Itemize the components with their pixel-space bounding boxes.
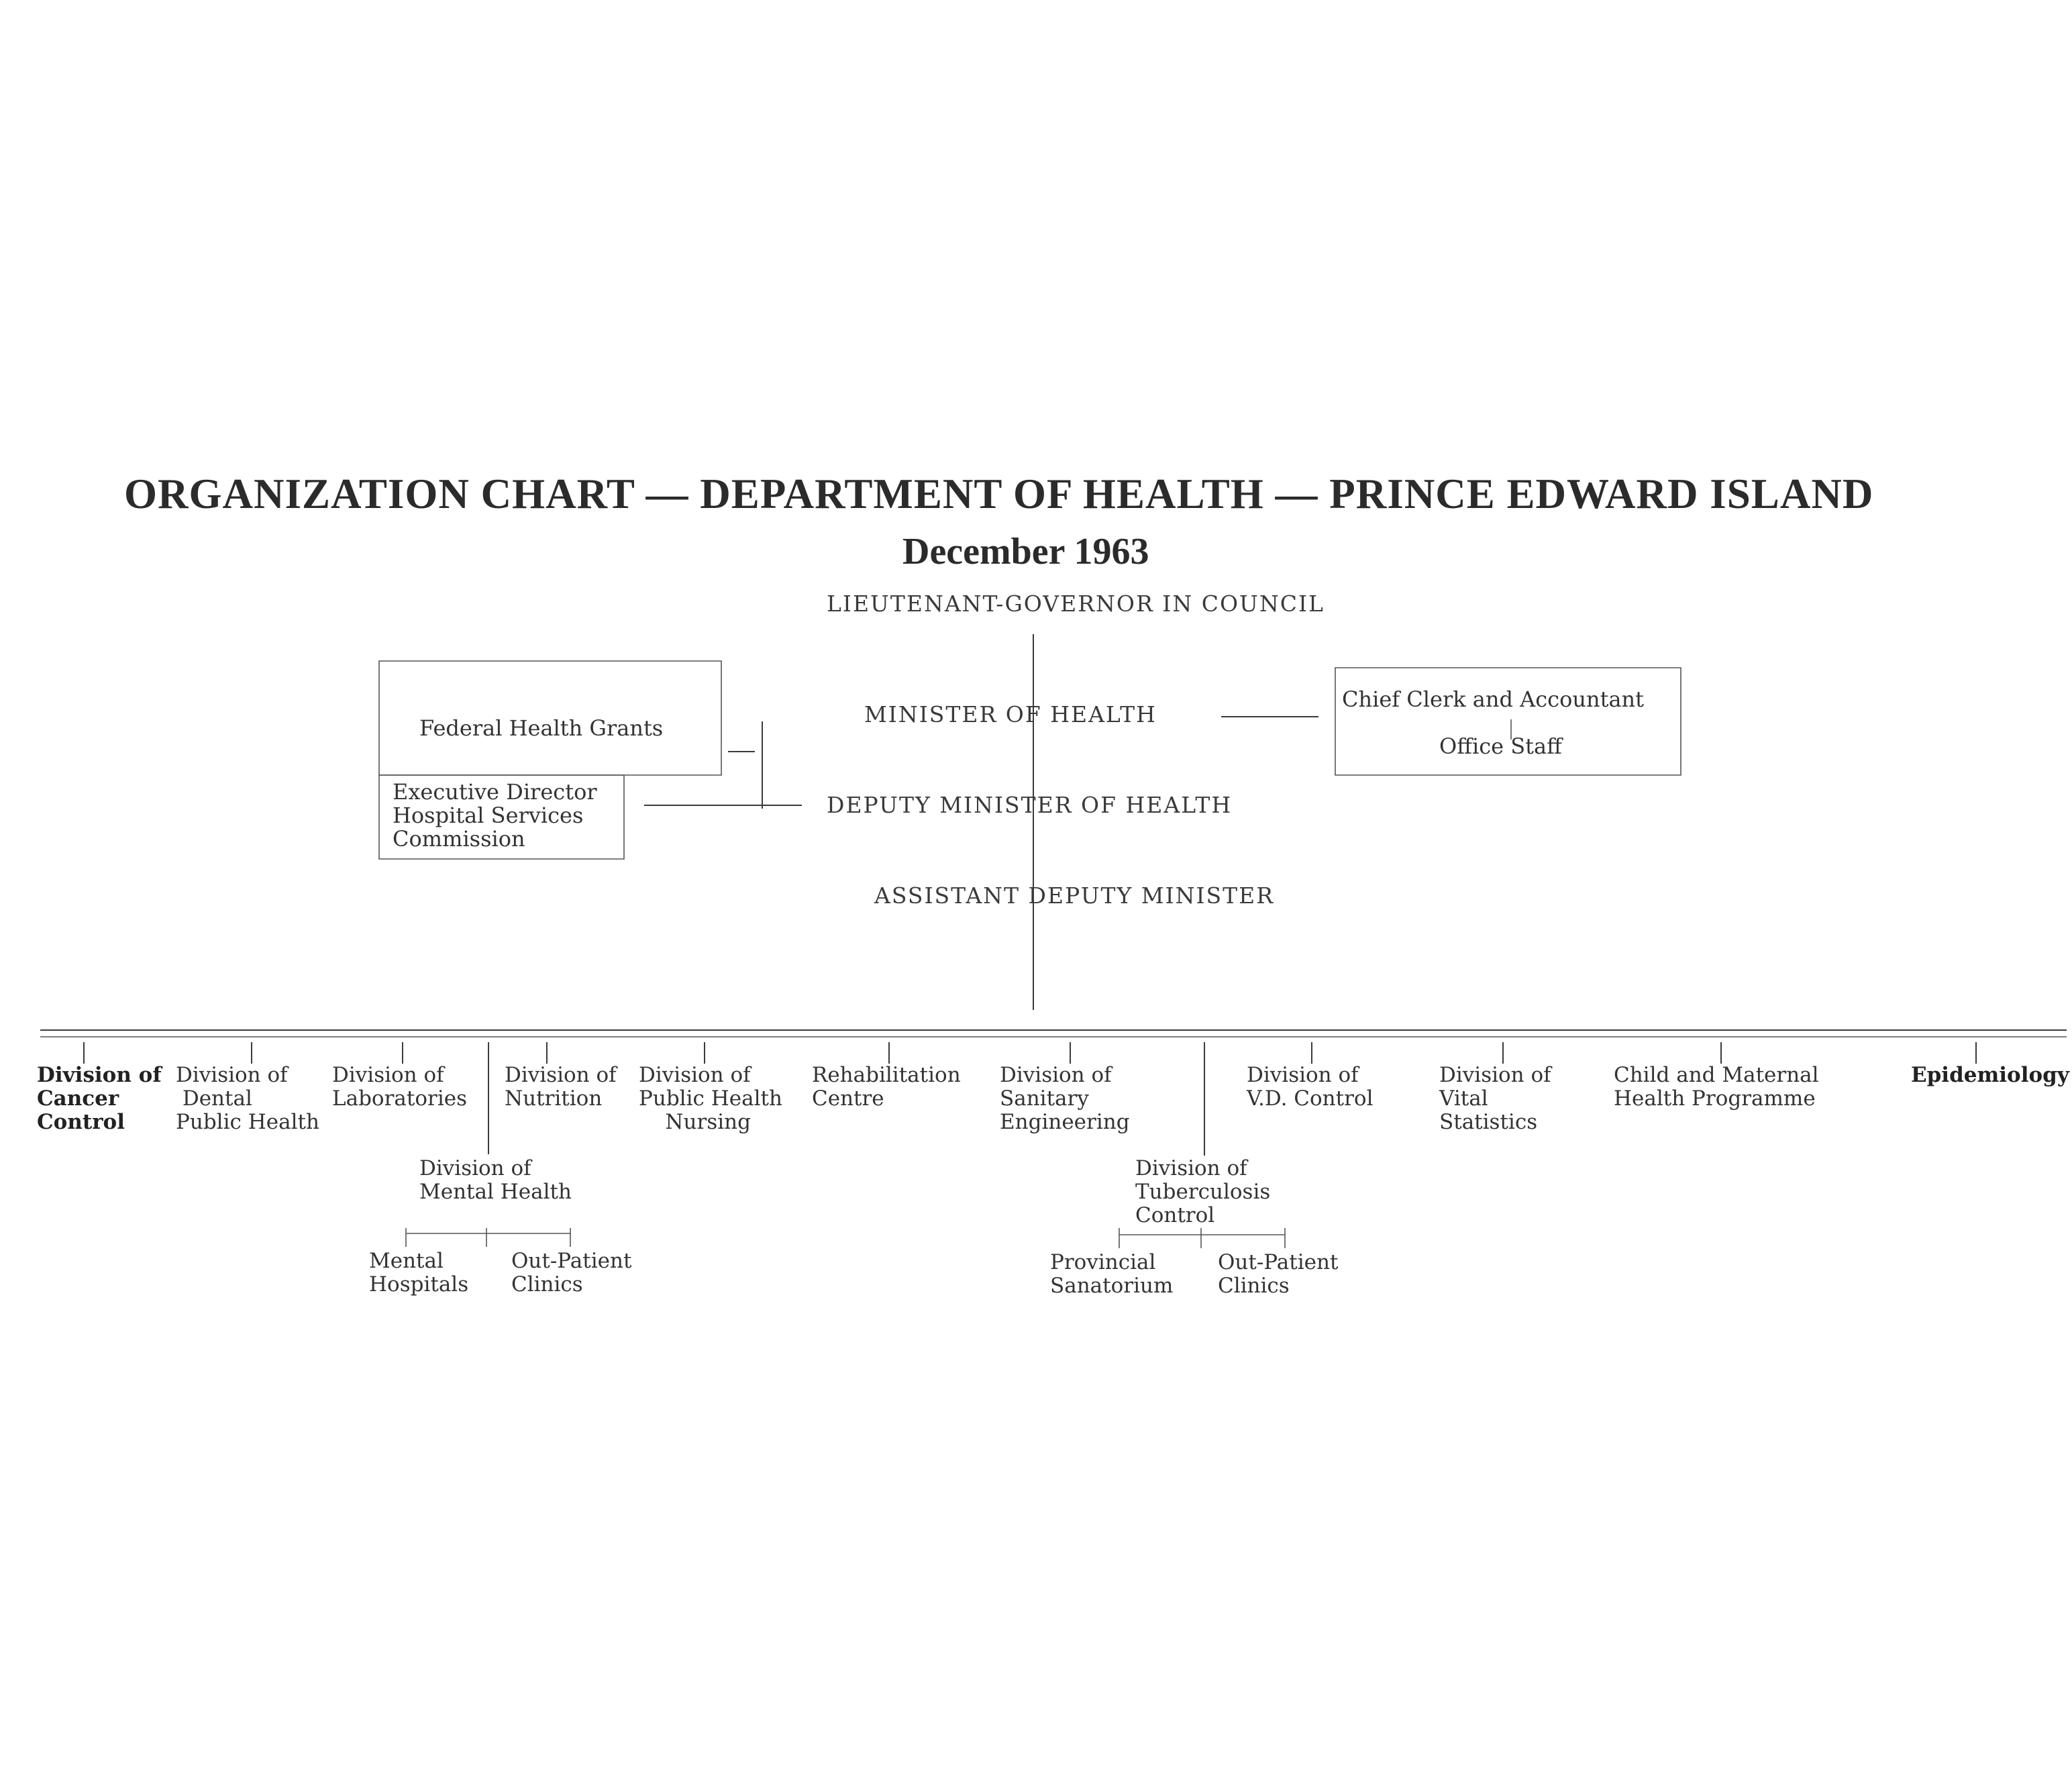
division-vd-control: Division of V.D. Control <box>1247 1063 1374 1111</box>
division-mental-health: Division of Mental Health <box>419 1156 572 1204</box>
chart-subtitle: December 1963 <box>902 531 1149 572</box>
division-public-health-nursing: Division of Public Health Nursing <box>639 1063 782 1134</box>
division-tuberculosis-control: Division of Tuberculosis Control <box>1135 1156 1271 1227</box>
division-dental-public-health: Division of Dental Public Health <box>176 1063 319 1134</box>
division-vital-statistics: Division of Vital Statistics <box>1439 1063 1551 1134</box>
tb-out-patient-clinics: Out-Patient Clinics <box>1218 1250 1339 1298</box>
division-sanitary-engineering: Division of Sanitary Engineering <box>1000 1063 1130 1134</box>
division-cancer-control: Division of Cancer Control <box>37 1063 162 1134</box>
box-office-staff: Office Staff <box>1439 733 1562 759</box>
division-epidemiology: Epidemiology <box>1911 1063 2069 1087</box>
division-nutrition: Division of Nutrition <box>505 1063 617 1111</box>
chart-title: ORGANIZATION CHART — DEPARTMENT OF HEALTH — PRINCE EDWARD ISLAND <box>124 470 1874 517</box>
node-assistant-deputy: ASSISTANT DEPUTY MINISTER <box>874 882 1275 909</box>
box-executive-director: Executive Director Hospital Services Commission <box>393 779 597 852</box>
box-federal-health-grants: Federal Health Grants <box>419 715 664 741</box>
division-child-maternal-health: Child and Maternal Health Programme <box>1614 1063 1819 1111</box>
node-lieutenant-governor: LIEUTENANT-GOVERNOR IN COUNCIL <box>827 591 1325 617</box>
mental-out-patient-clinics: Out-Patient Clinics <box>511 1249 632 1297</box>
division-laboratories: Division of Laboratories <box>332 1063 467 1111</box>
box-chief-clerk: Chief Clerk and Accountant <box>1342 687 1644 712</box>
node-minister: MINISTER OF HEALTH <box>864 701 1157 727</box>
mental-hospitals: Mental Hospitals <box>369 1249 469 1297</box>
division-rehabilitation-centre: Rehabilitation Centre <box>812 1063 961 1111</box>
node-deputy-minister: DEPUTY MINISTER OF HEALTH <box>827 792 1233 818</box>
provincial-sanatorium: Provincial Sanatorium <box>1050 1250 1174 1298</box>
